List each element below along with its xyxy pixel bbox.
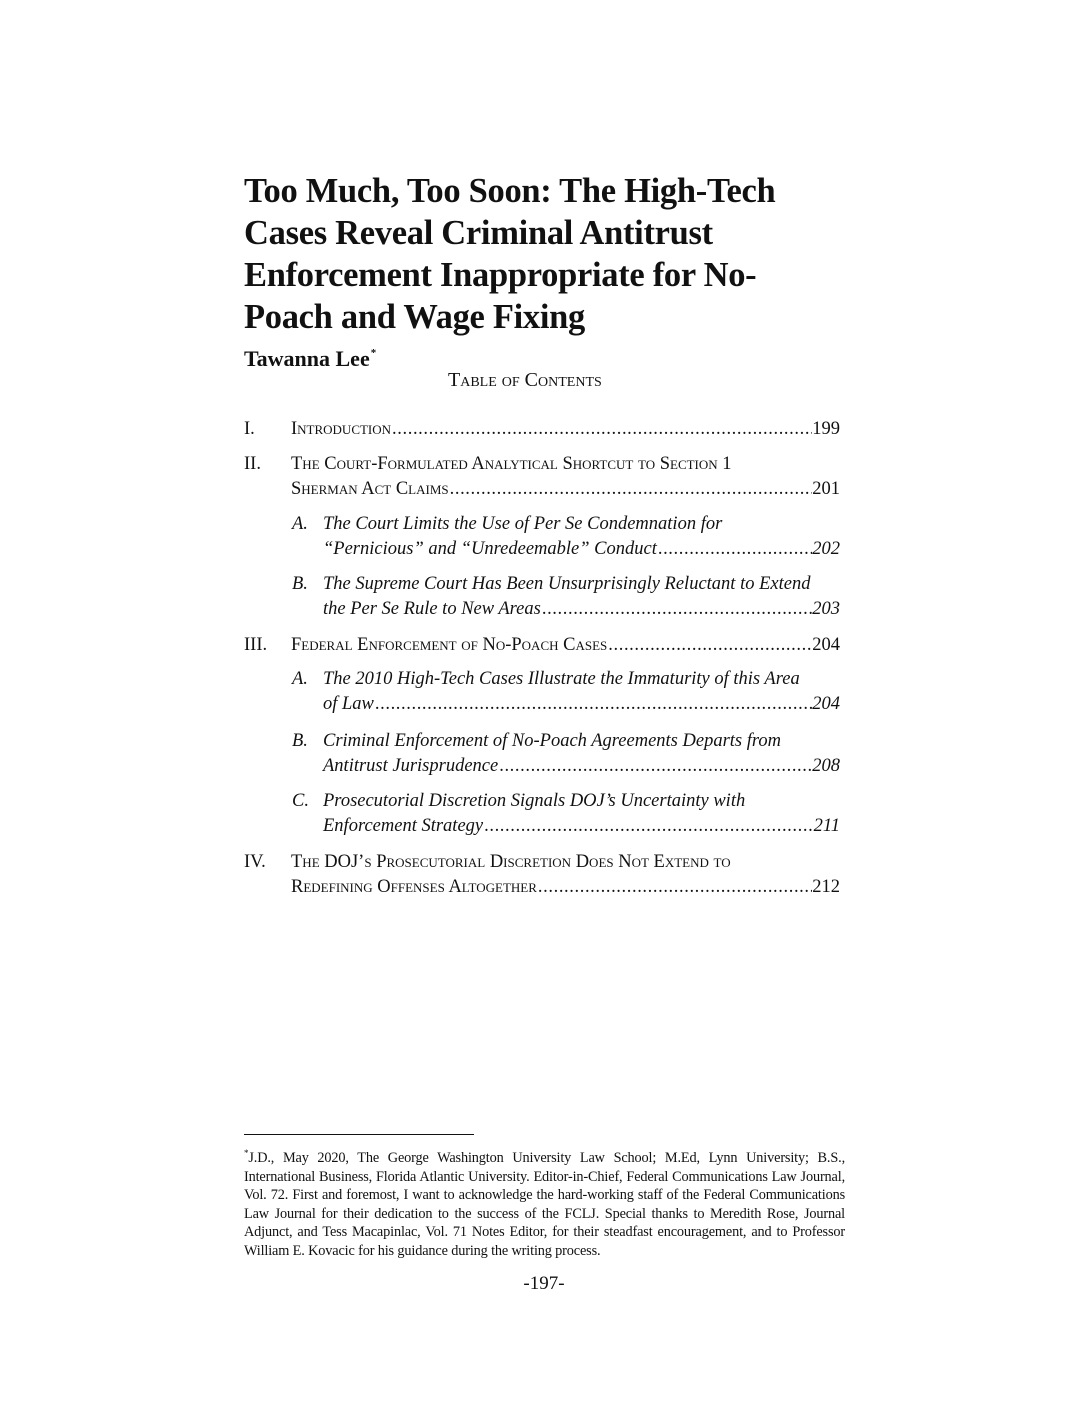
dot-leader — [391, 417, 812, 442]
toc-page-number: 199 — [812, 419, 840, 439]
dot-leader — [537, 875, 812, 900]
toc-subsection-letter: B. — [292, 574, 308, 594]
dot-leader — [498, 754, 812, 779]
toc-page-number: 212 — [812, 877, 840, 897]
toc-section-3[interactable] — [244, 633, 840, 659]
toc-section-title: Federal Enforcement of No-Poach Cases — [291, 635, 608, 655]
page-number: -197- — [523, 1273, 565, 1294]
toc-section-number: I. — [244, 419, 255, 439]
toc-section-title-cont: Sherman Act Claims — [291, 479, 449, 499]
toc-page-number: 204 — [812, 694, 840, 714]
toc-subsection-title: Prosecutorial Discretion Signals DOJ’s Uncertainty with — [323, 791, 746, 811]
toc-subsection-letter: B. — [292, 731, 308, 751]
toc-section-title-cont: Redefining Offenses Altogether — [291, 877, 537, 897]
dot-leader — [541, 597, 812, 622]
toc-section-number: III. — [244, 635, 268, 655]
toc-page-number: 203 — [812, 599, 840, 619]
toc-subsection-title: Criminal Enforcement of No-Poach Agreements Departs from — [323, 731, 781, 751]
toc-section-title: The Court-Formulated Analytical Shortcut to Section 1 — [291, 454, 732, 474]
dot-leader — [483, 814, 813, 839]
toc-subsection-title-cont: Antitrust Jurisprudence — [323, 756, 499, 776]
toc-subsection-letter: A. — [292, 669, 308, 689]
footnote-mark: * — [244, 1148, 249, 1158]
toc-subsection-3c[interactable] — [292, 789, 840, 841]
toc-section-number: IV. — [244, 852, 266, 872]
toc-page-number: 211 — [813, 816, 840, 836]
title-line: Enforcement Inappropriate for No- — [244, 256, 757, 294]
article-title — [244, 170, 844, 338]
toc-subsection-title-cont: the Per Se Rule to New Areas — [323, 599, 541, 619]
dot-leader — [374, 692, 812, 717]
toc-page-number: 202 — [812, 539, 840, 559]
dot-leader — [657, 537, 812, 562]
toc-section-4[interactable] — [244, 850, 840, 902]
author-name — [244, 340, 376, 372]
author-text: Tawanna Lee — [244, 346, 370, 371]
dot-leader — [607, 633, 812, 658]
toc-section-1[interactable] — [244, 417, 840, 443]
toc-section-title: Introduction — [291, 419, 392, 439]
toc-subsection-2b[interactable] — [292, 572, 840, 624]
toc-subsection-title-cont: Enforcement Strategy — [323, 816, 484, 836]
toc-subsection-3a[interactable] — [292, 667, 840, 719]
toc-subsection-title: The 2010 High-Tech Cases Illustrate the Immaturity of this Area — [323, 669, 800, 689]
footnote-separator — [244, 1134, 474, 1135]
toc-subsection-letter: A. — [292, 514, 308, 534]
toc-subsection-2a[interactable] — [292, 512, 840, 564]
toc-section-number: II. — [244, 454, 261, 474]
toc-heading: Table of Contents — [448, 369, 602, 391]
toc-page-number: 208 — [812, 756, 840, 776]
title-line: Too Much, Too Soon: The High-Tech — [244, 172, 776, 210]
dot-leader — [449, 477, 813, 502]
title-line: Poach and Wage Fixing — [244, 298, 585, 336]
toc-section-title: The DOJ’s Prosecutorial Discretion Does Not Extend to — [291, 852, 731, 872]
toc-subsection-title: The Court Limits the Use of Per Se Condemnation for — [323, 514, 723, 534]
toc-page-number: 204 — [812, 635, 840, 655]
toc-page-number: 201 — [812, 479, 840, 499]
footnote-text: J.D., May 2020, The George Washington University Law School; M.Ed, Lynn University; B.S., International Business, Florida Atlantic University. Editor-in-Chief, Federal Communications Law Journal, Vol. 72. First and foremost, I want to acknowledge the hard-working staff of the Federal Communications Law Journal for their dedication to the success of the FCLJ. Special thanks to Meredith Rose, Journal Adjunct, and Tess Macapinlac, Vol. 71 Notes Editor, for their steadfast encouragement, and to Professor William E. Kovacic for his guidance during the writing process. — [244, 1150, 845, 1259]
toc-subsection-title: The Supreme Court Has Been Unsurprisingly Reluctant to Extend — [323, 574, 811, 594]
footnote — [244, 1144, 845, 1261]
toc-subsection-title-cont: of Law — [323, 694, 374, 714]
toc-section-2[interactable] — [244, 452, 840, 504]
toc-subsection-letter: C. — [292, 791, 309, 811]
toc-subsection-3b[interactable] — [292, 729, 840, 781]
author-footnote-mark[interactable]: * — [370, 347, 377, 359]
title-line: Cases Reveal Criminal Antitrust — [244, 214, 713, 252]
toc-subsection-title-cont: “Pernicious” and “Unredeemable” Conduct — [323, 539, 657, 559]
